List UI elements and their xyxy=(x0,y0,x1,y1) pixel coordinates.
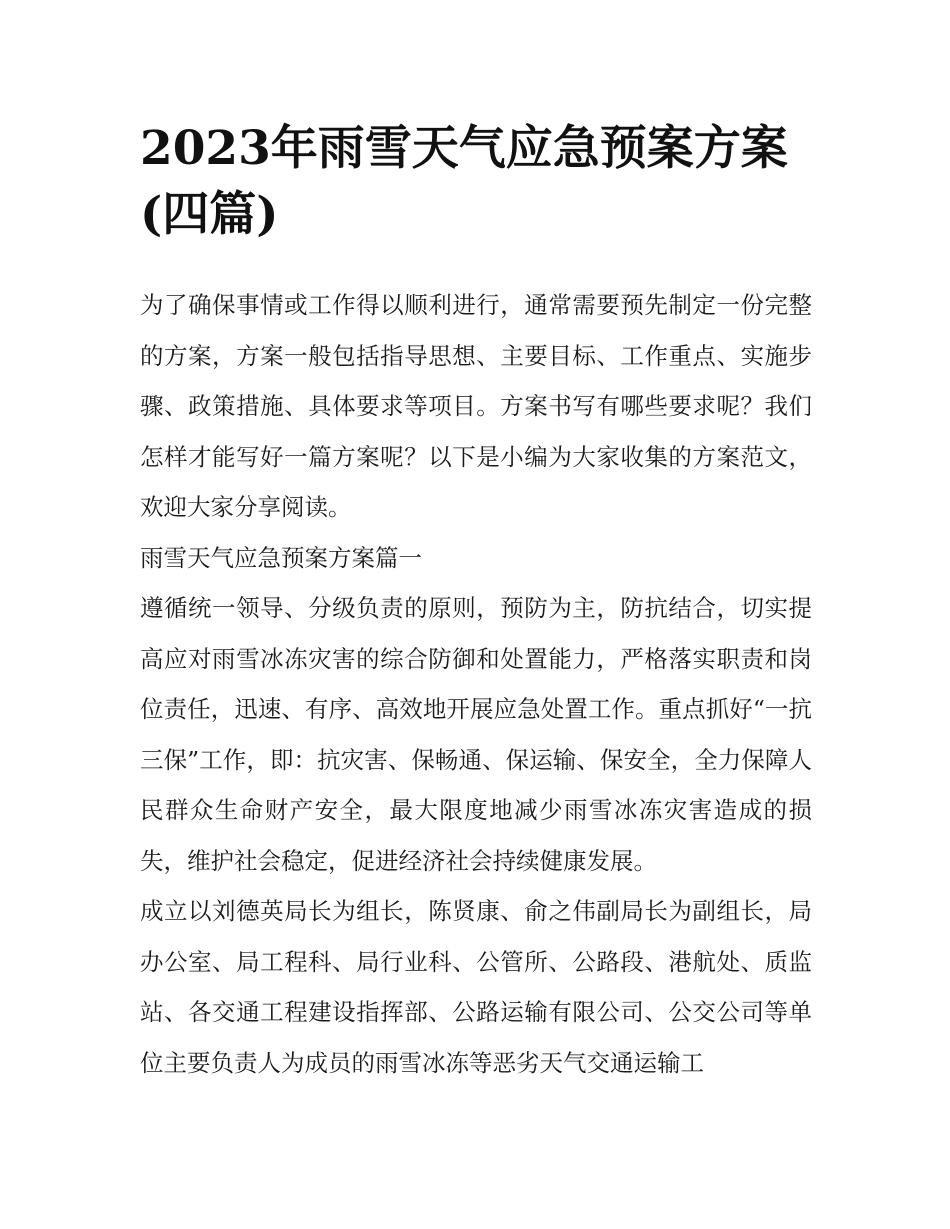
section-heading: 雨雪天气应急预案方案篇一 xyxy=(140,543,422,572)
intro-paragraph: 为了确保事情或工作得以顺利进行，通常需要预先制定一份完整的方案，方案一般包括指导思想、主要目标、工作重点、实施步骤、政策措施、具体要求等项目。方案书写有哪些要求呢？我们怎样才能写好一篇方案呢？以下是小编为大家收集的方案范文，欢迎大家分享阅读。 xyxy=(140,291,812,521)
document-title: 2023年雨雪天气应急预案方案(四篇) xyxy=(140,121,788,242)
body-paragraph-2: 成立以刘德英局长为组长，陈贤康、俞之伟副局长为副组长，局办公室、局工程科、局行业科、公管所、公路段、港航处、质监站、各交通工程建设指挥部、公路运输有限公司、公交公司等单位主要负责人为成员的雨雪冰冻等恶劣天气交通运输工 xyxy=(140,897,812,1077)
document-body xyxy=(140,280,812,1088)
body-paragraph-1: 遵循统一领导、分级负责的原则，预防为主，防抗结合，切实提高应对雨雪冰冻灾害的综合防御和处置能力，严格落实职责和岗位责任，迅速、有序、高效地开展应急处置工作。重点抓好“一抗三保”工作，即：抗灾害、保畅通、保运输、保安全，全力保障人民群众生命财产安全，最大限度地减少雨雪冰冻灾害造成的损失，维护社会稳定，促进经济社会持续健康发展。 xyxy=(140,594,812,875)
